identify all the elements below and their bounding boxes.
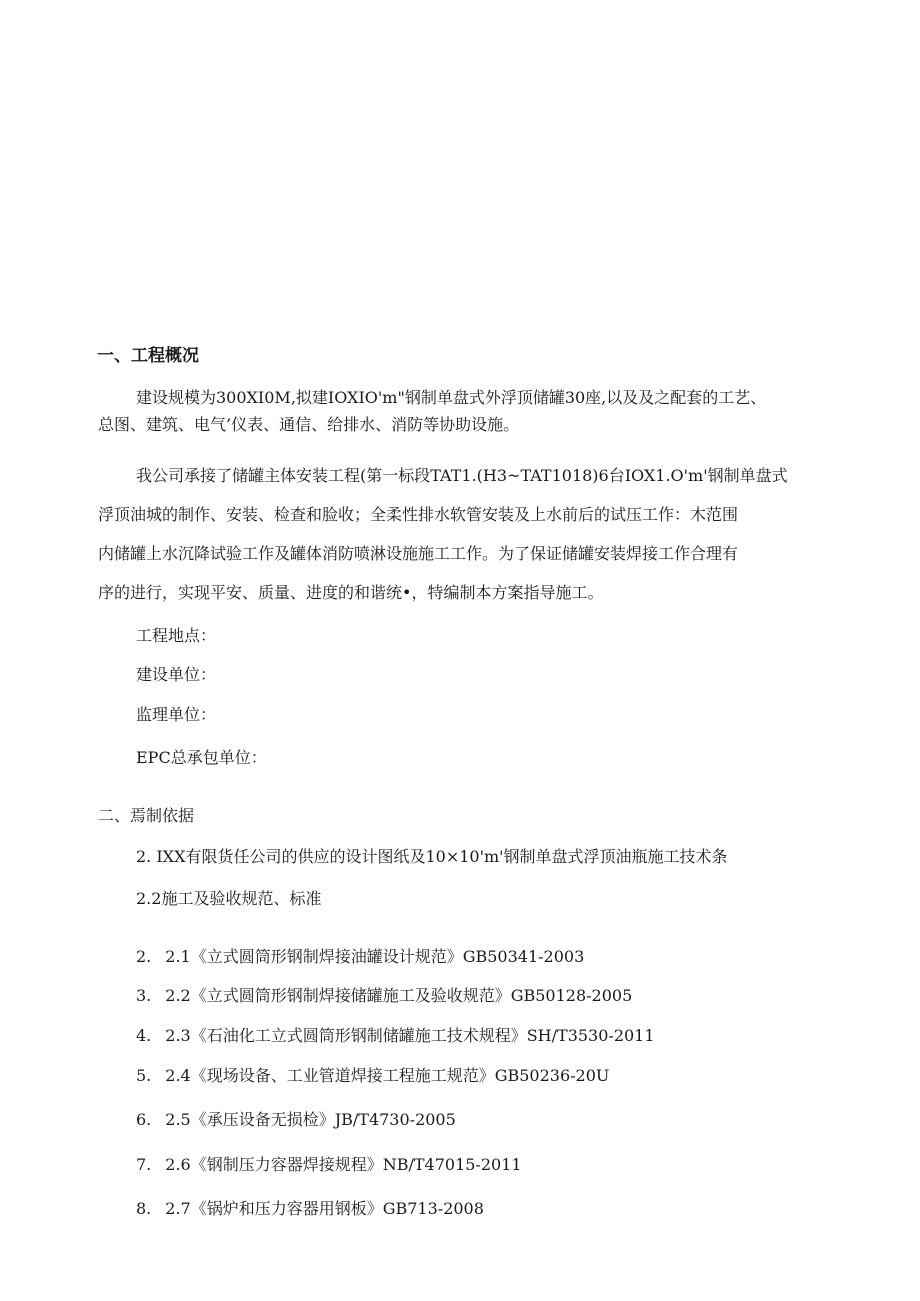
para2-line3: 内储罐上水沉降试验工作及罐体消防喷淋设施施工工作。为了保证储罐安装焊接工作合理有 (98, 544, 739, 563)
section-1-heading: 一、工程概况 (97, 346, 199, 366)
list-item-number: 4. (136, 1026, 152, 1045)
list-item-number: 6. (136, 1110, 152, 1129)
list-item-text: 2.7《锅炉和压力容器用钢板》GB713-2008 (165, 1199, 484, 1218)
para1-line1: 建设规模为300XI0M,拟建IOXIO'm"钢制单盘式外浮顶储罐30座,以及及之配套的工艺、 (136, 388, 767, 407)
list-item (136, 986, 632, 1006)
para2-line2: 浮顶油城的制作、安装、检查和脸收；全柔性排水软管安装及上水前后的试压工作：木范围 (98, 505, 739, 524)
list-item-number: 3. (136, 986, 152, 1005)
list-item-text: 2.5《承压设备无损检》JB/T4730-2005 (165, 1110, 456, 1129)
owner-unit-label: 建设单位： (136, 665, 217, 684)
para1-line2: 总图、建筑、电气’仪表、通信、给排水、消防等协助设施。 (98, 415, 520, 434)
list-item-number: 2. (136, 947, 152, 966)
basis-item-standards-heading: 2.2施工及验收规范、标准 (136, 889, 322, 908)
list-item (136, 1110, 456, 1130)
para2-line4: 序的进行，实现平安、质量、进度的和谐统•，特编制本方案指导施工。 (98, 583, 604, 602)
list-item-text: 2.3《石油化工立式圆筒形钢制储罐施工技术规程》SH/T3530-2011 (165, 1026, 655, 1045)
list-item-text: 2.6《钢制压力容器焊接规程》NB/T47015-2011 (165, 1155, 522, 1174)
section-2-heading: 二、焉制依据 (98, 806, 195, 825)
list-item-number: 5. (136, 1066, 152, 1085)
project-location-label: 工程地点： (136, 626, 217, 645)
list-item (136, 1199, 484, 1219)
list-item (136, 1026, 655, 1046)
list-item (136, 947, 584, 967)
list-item-text: 2.2《立式圆筒形钢制焊接储罐施工及验收规范》GB50128-2005 (165, 986, 633, 1005)
list-item (136, 1066, 609, 1086)
list-item (136, 1155, 522, 1175)
supervision-unit-label: 监理单位： (136, 705, 217, 724)
basis-item-design-drawings: 2. IXX有限货任公司的供应的设计图纸及10×10'm'钢制单盘式浮顶油瓶施工技术条 (136, 847, 728, 866)
list-item-number: 7. (136, 1155, 152, 1174)
epc-unit-label: EPC总承包单位： (136, 748, 267, 767)
list-item-number: 8. (136, 1199, 152, 1218)
list-item-text: 2.4《现场设备、工业管道焊接工程施工规范》GB50236-20U (165, 1066, 610, 1085)
list-item-text: 2.1《立式圆筒形钢制焊接油罐设计规范》GB50341-2003 (165, 947, 585, 966)
para2-line1: 我公司承接了储罐主体安装工程(第一标段TAT1.(H3~TAT1018)6台IOX1.O'm'钢制单盘式 (136, 466, 788, 485)
